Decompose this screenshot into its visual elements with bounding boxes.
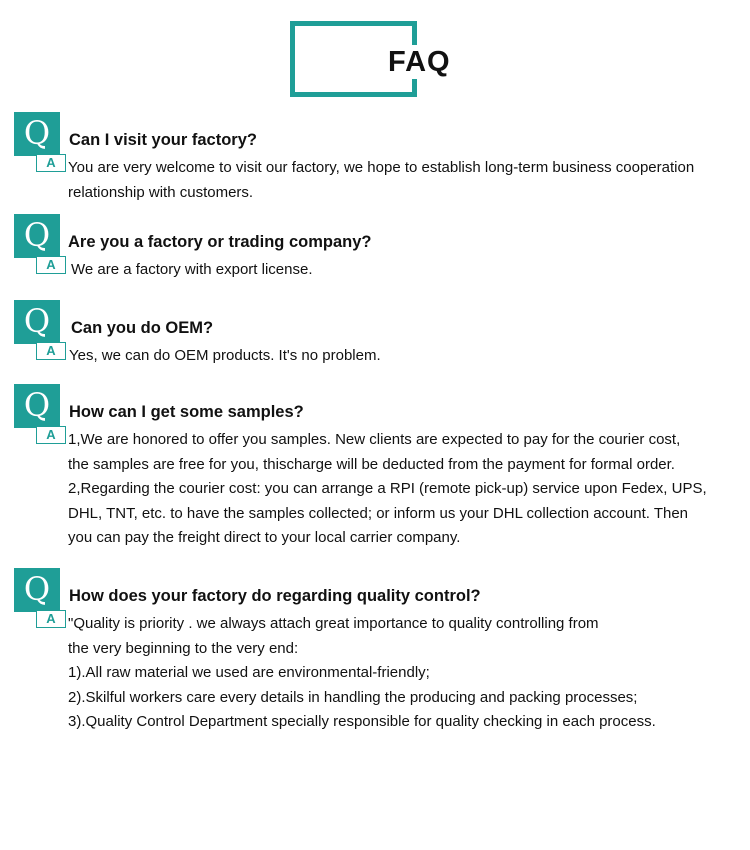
answer-badge: A [36, 256, 66, 274]
answer-line: 1).All raw material we used are environmental-friendly; [68, 664, 430, 682]
answer-line: DHL, TNT, etc. to have the samples collected; or inform us your DHL collection account. Then [68, 504, 689, 522]
answer-badge: A [36, 610, 66, 628]
answer-badge: A [36, 342, 66, 360]
faq-question: Can you do OEM? [71, 319, 214, 337]
answer-line: the samples are free for you, thischarge will be deducted from the payment for formal order. [68, 455, 675, 473]
question-badge: Q [14, 384, 60, 428]
faq-answer [68, 156, 748, 205]
question-badge: Q [14, 112, 60, 156]
faq-answer [68, 428, 748, 551]
question-badge: Q [14, 300, 60, 344]
page-title: FAQ [386, 45, 454, 79]
faq-question: How does your factory do regarding quality control? [69, 587, 481, 605]
faq-question: How can I get some samples? [69, 403, 304, 421]
faq-answer [68, 612, 748, 735]
answer-line: 3).Quality Control Department specially responsible for quality checking in each process. [68, 713, 656, 731]
answer-line: 1,We are honored to offer you samples. New clients are expected to pay for the courier cost, [68, 431, 681, 448]
answer-badge: A [36, 426, 66, 444]
answer-line: you can pay the freight direct to your local carrier company. [68, 529, 461, 547]
answer-line: We are a factory with export license. [71, 261, 313, 278]
faq-question: Are you a factory or trading company? [68, 233, 372, 251]
question-badge: Q [14, 568, 60, 612]
answer-line: the very beginning to the very end: [68, 639, 299, 657]
answer-line: You are very welcome to visit our factory, we hope to establish long-term business cooperation [68, 159, 695, 176]
answer-badge: A [36, 154, 66, 172]
answer-line: 2).Skilful workers care every details in handling the producing and packing processes; [68, 688, 638, 706]
faq-answer [69, 344, 749, 369]
faq-question: Can I visit your factory? [69, 131, 257, 149]
answer-line: 2,Regarding the courier cost: you can arrange a RPI (remote pick-up) service upon Fedex, UPS, [68, 480, 707, 498]
answer-line: relationship with customers. [68, 183, 254, 201]
answer-line: Yes, we can do OEM products. It's no problem. [69, 347, 381, 364]
question-badge: Q [14, 214, 60, 258]
faq-answer [71, 258, 750, 283]
answer-line: "Quality is priority . we always attach great importance to quality controlling from [68, 615, 599, 632]
